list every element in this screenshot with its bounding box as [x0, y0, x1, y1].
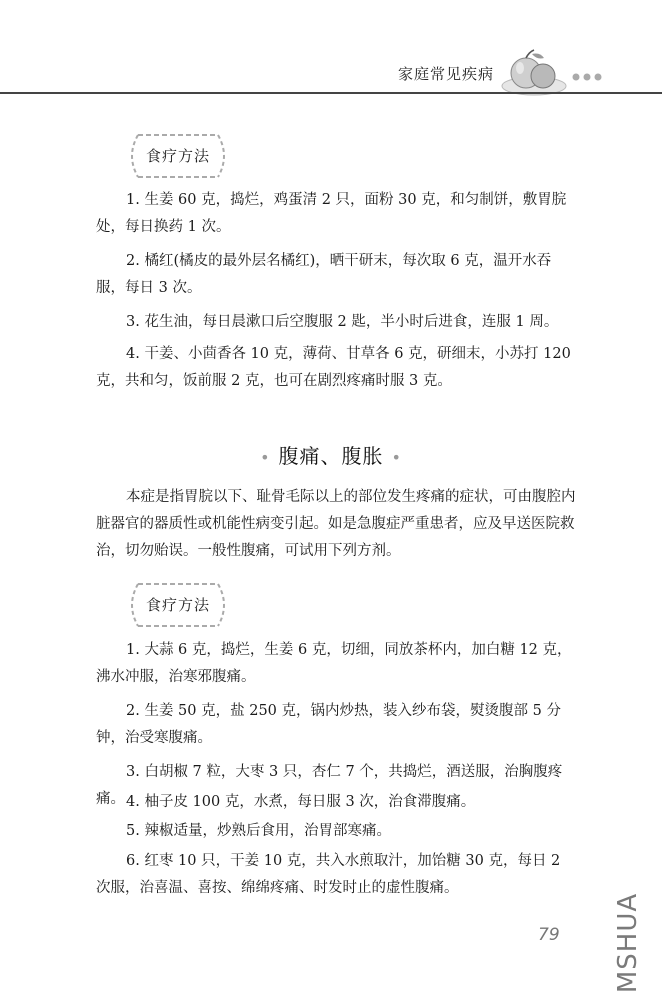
remedy-item: 4. 干姜、小茴香各 10 克，薄荷、甘草各 6 克，研细末，小苏打 120 克，共和匀，饭前服 2 克，也可在剧烈疼痛时服 3 克。 — [96, 346, 571, 389]
section-heading-text: 腹痛、腹胀 — [278, 444, 384, 468]
remedy-item: 2. 橘红(橘皮的最外层名橘红)，晒干研末，每次取 6 克，温开水吞服，每日 3 次。 — [96, 253, 552, 296]
running-header-title: 家庭常见疾病 — [398, 65, 495, 83]
remedy-item: 2. 生姜 50 克，盐 250 克，锅内炒热，装入纱布袋，熨烫腹部 5 分钟，治受寒腹痛。 — [96, 703, 561, 746]
section-heading — [0, 440, 662, 469]
section-intro: 本症是指胃脘以下、耻骨毛际以上的部位发生疼痛的症状，可由腹腔内脏器官的器质性或机能性病变引起。如是急腹症严重患者，应及早送医院救治，切勿贻误。一般性腹痛，可试用下列方剂。 — [96, 489, 576, 559]
remedy-item: 5. 辣椒适量，炒熟后食用，治胃部寒痛。 — [126, 823, 391, 839]
therapy-badge — [124, 580, 232, 630]
therapy-badge-label: 食疗方法 — [145, 147, 210, 165]
header-rule — [0, 92, 662, 94]
remedy-item: 3. 花生油，每日晨漱口后空腹服 2 匙，半小时后进食，连服 1 周。 — [126, 314, 559, 330]
apple-illustration — [498, 46, 568, 98]
watermark — [598, 888, 658, 998]
bullet-dot-icon: • — [260, 448, 271, 467]
therapy-badge-label: 食疗方法 — [145, 596, 210, 614]
page-number: 79 — [538, 925, 560, 945]
remedy-item: 4. 柚子皮 100 克，水煮，每日服 3 次，治食滞腹痛。 — [126, 794, 476, 810]
remedy-item: 3. 白胡椒 7 粒，大枣 3 只，杏仁 7 个，共捣烂，酒送服，治胸腹疼痛。 — [96, 764, 563, 807]
remedy-item: 6. 红枣 10 只，干姜 10 克，共入水煎取汁，加饴糖 30 克，每日 2 次服，治喜温、喜按、绵绵疼痛、时发时止的虚性腹痛。 — [96, 853, 561, 896]
bullet-dot-icon: • — [391, 448, 402, 467]
watermark-text: MSHUA — [613, 892, 643, 994]
remedy-item: 1. 生姜 60 克，捣烂，鸡蛋清 2 只，面粉 30 克，和匀制饼，敷胃脘处，每日换药 1 次。 — [96, 192, 567, 235]
therapy-badge — [124, 131, 232, 181]
remedy-item: 1. 大蒜 6 克，捣烂，生姜 6 克，切细，同放茶杯内，加白糖 12 克，沸水冲服，治寒邪腹痛。 — [96, 642, 572, 685]
decorative-dots-icon — [571, 72, 603, 82]
